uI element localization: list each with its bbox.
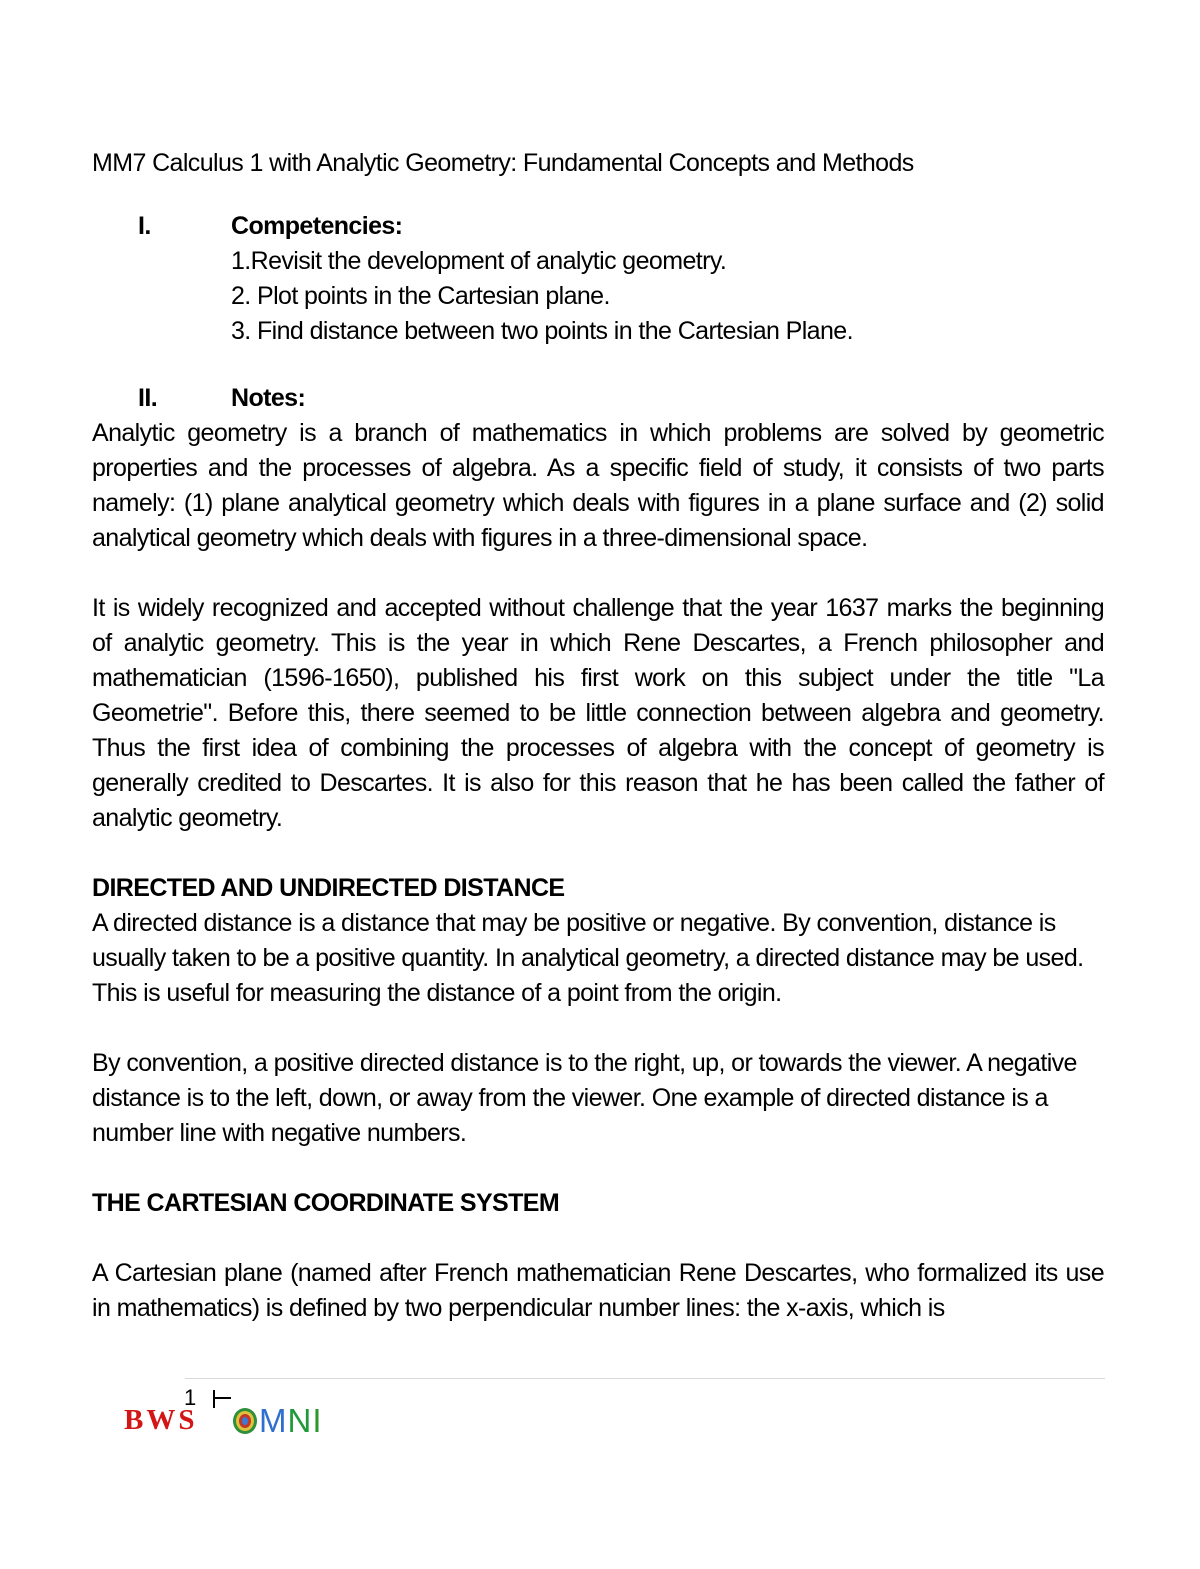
list-item: 1.Revisit the development of analytic geometry. [231,247,727,275]
section-heading: DIRECTED AND UNDIRECTED DISTANCE [92,874,565,902]
document-title: MM7 Calculus 1 with Analytic Geometry: Fundamental Concepts and Methods [92,149,914,177]
omni-letter: N [287,1402,313,1439]
list-item: 2. Plot points in the Cartesian plane. [231,282,610,310]
omni-logo [232,1402,323,1440]
paragraph: By convention, a positive directed distance is to the right, up, or towards the viewer. A negative distance is to the left, down, or away from the viewer. One example of directed distance is a number line with negative numbers. [92,1049,1077,1147]
page-marker [213,1397,231,1399]
spacer [92,349,1104,381]
bws-logo: BWS [124,1404,198,1436]
spacer [92,556,1104,591]
list-item: 3. Find distance between two points in the Cartesian Plane. [231,317,853,345]
section-body [231,381,1104,416]
section-heading: Notes: [231,384,306,412]
spacer [92,836,1104,871]
omni-letter: I [312,1402,323,1439]
globe-icon [232,1406,258,1436]
spacer [92,1011,1104,1046]
paragraph: A Cartesian plane (named after French mathematician Rene Descartes, who formalized its use in mathematics) is defined by two perpendicular number lines: the x-axis, which is [92,1259,1104,1322]
paragraph: Analytic geometry is a branch of mathematics in which problems are solved by geometric properties and the processes of algebra. As a specific field of study, it consists of two parts namely: (1) plane analytical geometry which deals with figures in a plane surface and (2) solid analytical geometry which deals with figures in a three-dimensional space. [92,419,1104,552]
section-body [231,209,1104,349]
section-heading: THE CARTESIAN COORDINATE SYSTEM [92,1189,560,1217]
section-competencies [138,209,1104,349]
page-number: 1 [184,1385,197,1410]
section-numeral: II. [138,384,158,412]
page-marker [213,1390,215,1408]
spacer [92,1151,1104,1186]
paragraph: A directed distance is a distance that may be positive or negative. By convention, distance is usually taken to be a positive quantity. In analytical geometry, a directed distance may be used. This is useful for measuring the distance of a point from the origin. [92,909,1084,1007]
document-body [92,146,1104,1326]
omni-letter: M [259,1402,288,1439]
paragraph: It is widely recognized and accepted without challenge that the year 1637 marks the beginning of analytic geometry. This is the year in which Rene Descartes, a French philosopher and mathematician (1596-1650), published his first work on this subject under the title "La Geometrie". Before this, there seemed to be little connection between algebra and geometry. Thus the first idea of combining the processes of algebra with the concept of geometry is generally credited to Descartes. It is also for this reason that he has been called the father of analytic geometry. [92,594,1104,832]
spacer [92,1221,1104,1256]
section-notes [138,381,1104,416]
footer-divider [185,1378,1105,1379]
section-heading: Competencies: [231,212,403,240]
section-numeral: I. [138,212,151,240]
